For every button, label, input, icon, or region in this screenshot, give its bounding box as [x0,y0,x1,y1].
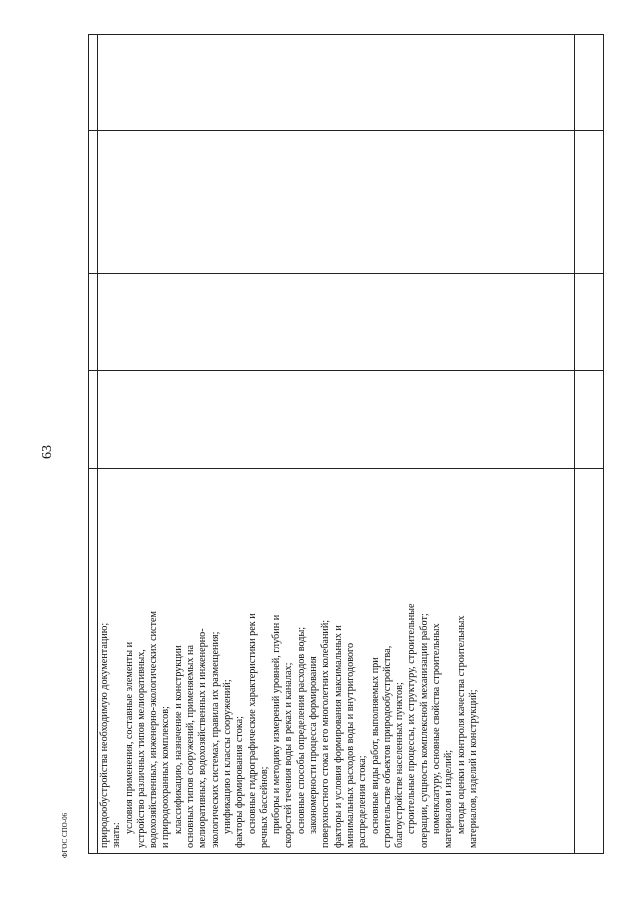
text-line: мелиоративных, водохозяйственных и инженерно- [197,628,209,848]
text-line: основные гидрографические характеристики рек и [246,613,258,834]
document-code: ФГОС СПО-06 [61,812,69,858]
text-line: методы оценки и контроля качества строительных [455,615,467,834]
page-number: 63 [40,445,55,459]
table-row-divider [89,130,603,131]
text-line: устройство различных типов мелиоративных, [135,649,147,848]
text-line: строительные процессы, их структуру, строительные [406,603,418,834]
text-line: и природоохранных комплексов; [160,706,172,848]
text-line: минимальных расходов воды и внутригодового [344,642,356,848]
text-line: унификацию и классы сооружений; [221,679,233,834]
text-line: водохозяйственных, инженерно-экологических систем [148,611,160,848]
table-row-divider [89,370,603,371]
competency-table [88,34,604,854]
text-line: номенклатуру, основные свойства строительных [431,623,443,834]
text-line: факторы формирования стока; [234,716,246,848]
text-line: распределения стока; [357,755,369,848]
table-row-divider [89,273,603,274]
text-line: основные способы определения расходов воды; [295,626,307,834]
text-line: скоростей течения воды в реках и каналах; [283,662,295,848]
text-line: операции, сущность комплексной механизации работ; [418,613,430,848]
text-line: речных бассейнов; [258,766,270,848]
text-line: факторы и условия формирования максимальных и [332,625,344,848]
text-line: закономерности процесса формирования [308,656,320,834]
text-line: благоустройстве населенных пунктов; [394,682,406,848]
text-line-heading: знать: [111,822,123,848]
text-line: строительстве объектов природообустройства, [381,645,393,848]
text-line: поверхностного стока и его многолетних колебаний; [320,619,332,848]
requirements-cell [97,468,574,854]
text-line: основные виды работ, выполняемых при [369,657,381,834]
requirements-text [97,468,574,854]
text-line: материалов, изделий и конструкций; [467,689,479,848]
text-line: экологических системах, правила их размещения; [209,631,221,848]
text-line: условия применения, составные элементы и [123,641,135,834]
text-line: природообустройства необходимую документацию; [99,622,110,848]
text-line: классификацию, назначение и конструкции [172,645,184,834]
text-line: приборы и методику измерений уровней, глубин и [271,614,283,834]
text-line: основных типов сооружений, применяемых на [185,644,197,848]
table-column-divider [574,35,575,853]
text-line: материалов и изделий; [443,749,455,848]
